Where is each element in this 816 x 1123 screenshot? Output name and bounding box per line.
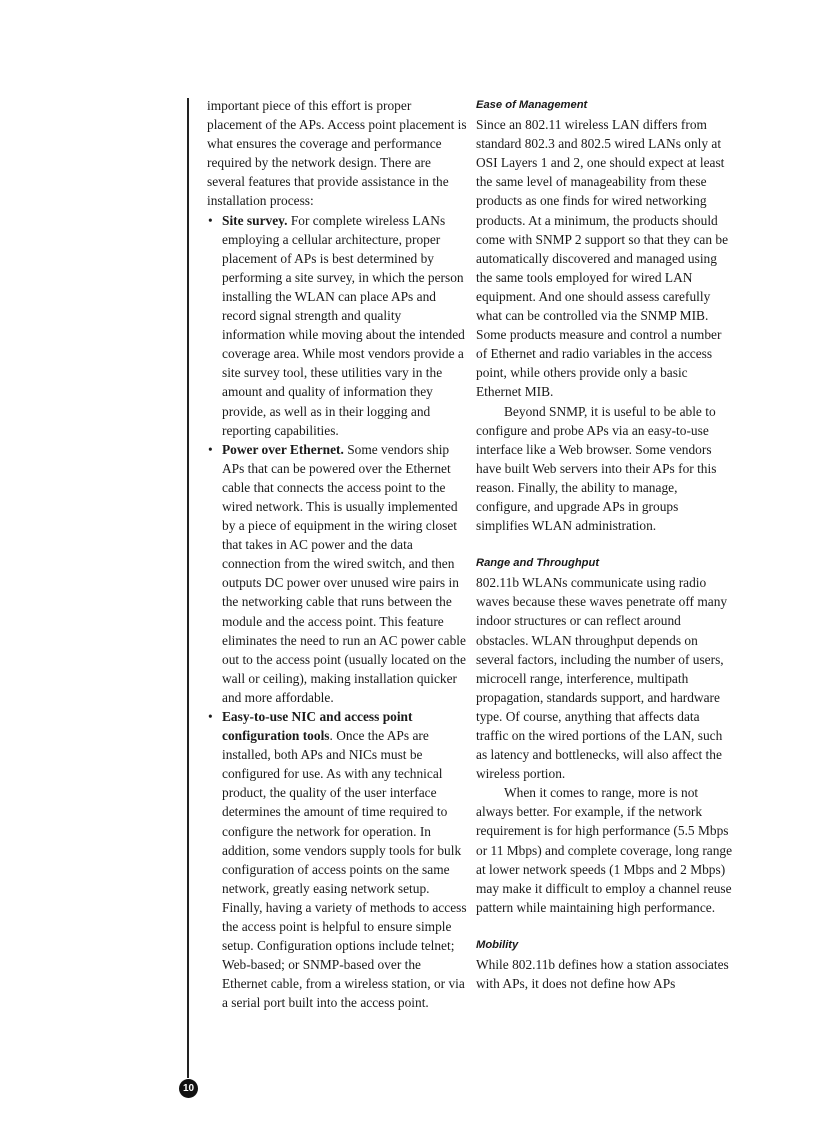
list-item-term: Easy-to-use NIC and access point configuration tools bbox=[222, 709, 413, 744]
range-paragraph-2: When it comes to range, more is not always better. For example, if the network requirement is for high performance (5.5 Mbps or 11 Mbps) and complete coverage, long range at lower network speeds (1 Mbps and 2 Mbps) may make it difficult to employ a channel reuse pattern while maintaining high performance. bbox=[476, 785, 733, 915]
section-spacer bbox=[476, 535, 734, 554]
bullet-icon: • bbox=[208, 212, 213, 228]
mobility-paragraph-1: While 802.11b defines how a station associates with APs, it does not define how APs bbox=[476, 957, 729, 992]
list-item-term: Site survey. bbox=[222, 212, 288, 228]
list-item-term: Power over Ethernet. bbox=[222, 441, 344, 457]
list-item-text: For complete wireless LANs employing a cellular architecture, proper placement of APs is best determined by performing a site survey, in which the person installing the WLAN can place APs and record signal strength and quality information while moving about the intended coverage area. While most vendors provide a site survey tool, these utilities vary in the amount and quality of information they provide, as well as in their logging and reporting capabilities. bbox=[222, 212, 465, 438]
right-column bbox=[476, 96, 734, 993]
list-item-configuration-tools bbox=[207, 707, 467, 1013]
section-heading-mobility: Mobility bbox=[476, 938, 519, 951]
intro-paragraph: important piece of this effort is proper placement of the APs. Access point placement is what ensures the coverage and performance required by the network design. There are several features that provide assistance in the installation process: bbox=[207, 98, 467, 209]
margin-rule bbox=[187, 98, 189, 1078]
list-item-site-survey bbox=[207, 211, 467, 440]
bullet-icon: • bbox=[208, 709, 213, 724]
list-item-power-over-ethernet bbox=[207, 440, 467, 707]
bullet-icon: • bbox=[208, 441, 213, 457]
section-heading-ease-of-management: Ease of Management bbox=[476, 99, 588, 111]
section-spacer bbox=[476, 917, 734, 936]
ease-paragraph-1: Since an 802.11 wireless LAN differs from standard 802.3 and 802.5 wired LANs only at OSI Layers 1 and 2, one should expect at least the same level of manageability from these products as one finds for wired networking products. At a minimum, the products should come with SNMP 2 support so that they can be automatically discovered and managed using the same tools employed for wired LAN equipment. And one should assess carefully what can be controlled via the SNMP MIB. Some products measure and control a number of Ethernet and radio variables in the access point, while others provide only a basic Ethernet MIB. bbox=[476, 117, 729, 400]
ease-paragraph-2: Beyond SNMP, it is useful to be able to configure and probe APs via an easy-to-use interface like a Web browser. Some vendors have built Web servers into their APs for this reason. Finally, the ability to manage, configure, and upgrade APs in groups simplifies WLAN administration. bbox=[476, 403, 717, 534]
feature-list bbox=[207, 211, 467, 1013]
left-column bbox=[207, 96, 467, 1013]
range-paragraph-1: 802.11b WLANs communicate using radio waves because these waves penetrate off many indoor structures or can reflect around obstacles. WLAN throughput depends on several factors, including the number of users, microcell range, interference, multipath propagation, standards support, and hardware type. Of course, anything that affects data traffic on the wired portions of the LAN, such as latency and bottlenecks, will also affect the wireless portion. bbox=[476, 575, 728, 782]
list-item-text: . Once the APs are installed, both APs and NICs must be configured for use. As with any technical product, the quality of the user interface determines the amount of time required to configure the network for operation. In addition, some vendors supply tools for bulk configuration of access points on the same network, greatly easing network setup. Finally, having a variety of methods to access the access point is helpful to ensure simple setup. Configuration options include telnet; Web-based; or SNMP-based over the Ethernet cable, from a wireless station, or via a serial port built into the access point. bbox=[222, 728, 467, 1011]
list-item-text: Some vendors ship APs that can be powered over the Ethernet cable that connects the access point to the wired network. This is usually implemented by a piece of equipment in the wiring closet that takes in AC power and the data connection from the wired switch, and then outputs DC power over unused wire pairs in the networking cable that runs between the module and the access point. This feature eliminates the need to run an AC power cable out to the access point (usually located on the wall or ceiling), making installation quicker and more affordable. bbox=[222, 441, 466, 705]
section-heading-range-and-throughput: Range and Throughput bbox=[476, 557, 600, 570]
page-number: 10 bbox=[179, 1079, 198, 1098]
